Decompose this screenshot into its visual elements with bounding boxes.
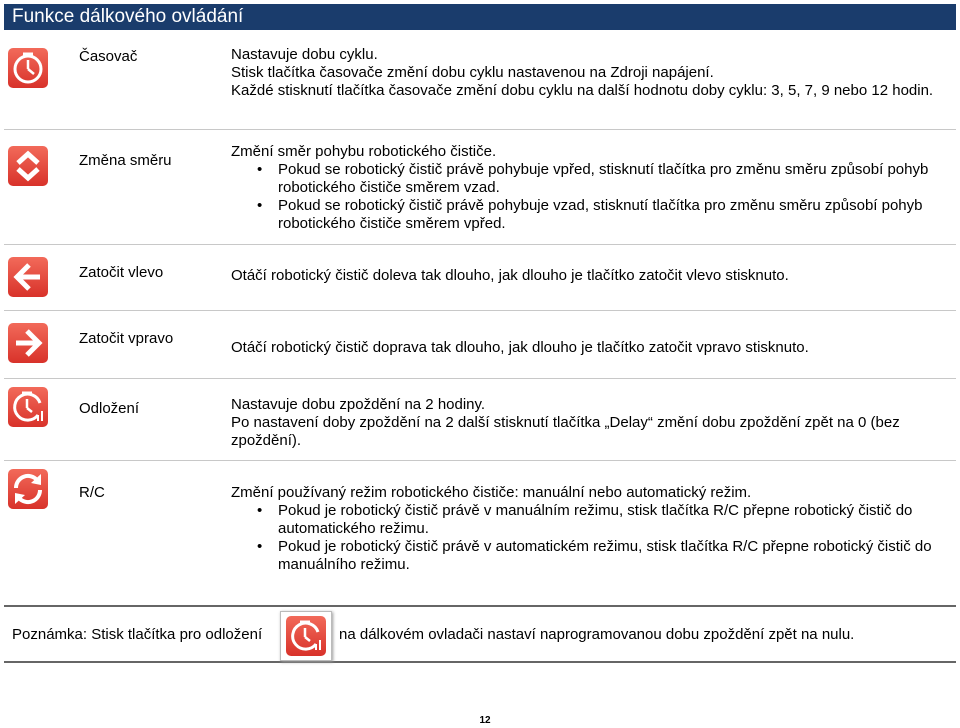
row-direction-change: [4, 130, 956, 245]
row-label: Zatočit vpravo: [79, 330, 174, 347]
row-description: [231, 339, 946, 357]
row-delay: [4, 379, 956, 461]
bullet-item: • Pokud je robotický čistič právě v automatickém režimu, stisk tlačítka R/C přepne robotický čistič do manuálního režimu.: [231, 538, 946, 574]
row-description: [231, 484, 946, 574]
description-line: Změní směr pohybu robotického čističe.: [231, 143, 497, 160]
description-line: Nastavuje dobu cyklu.: [231, 46, 378, 63]
page-title: Funkce dálkového ovládání: [12, 6, 244, 27]
row-turn-right: [4, 311, 956, 379]
page-number: 12: [479, 715, 491, 726]
note-box: [4, 605, 956, 663]
description-line: Otáčí robotický čistič doleva tak dlouho, jak dlouho je tlačítko zatočit vlevo stisknuto.: [231, 267, 789, 284]
bullet-item: • Pokud je robotický čistič právě v manuálním režimu, stisk tlačítka R/C přepne robotický čistič do automatického režimu.: [231, 502, 946, 538]
bullet-item: • Pokud se robotický čistič právě pohybuje vzad, stisknutí tlačítka pro změnu směru způsobí pohyb robotického čističe směrem vpřed.: [231, 197, 946, 233]
refresh-mode-icon: [8, 469, 48, 509]
row-turn-left: [4, 245, 956, 311]
row-label: Změna směru: [79, 152, 172, 169]
row-description: [231, 267, 946, 285]
description-line: Otáčí robotický čistič doprava tak dlouho, jak dlouho je tlačítko zatočit vpravo stisknuto.: [231, 339, 809, 356]
delay-timer-icon: [285, 616, 327, 656]
row-label: R/C: [79, 484, 105, 501]
row-timer: [4, 38, 956, 130]
row-label: Časovač: [79, 48, 138, 65]
row-description: [231, 143, 946, 233]
bullet-item: • Pokud se robotický čistič právě pohybuje vpřed, stisknutí tlačítka pro změnu směru způsobí pohyb robotického čističe směrem vzad.: [231, 161, 946, 197]
row-description: [231, 46, 946, 100]
timer-icon: [8, 48, 48, 88]
note-delay-button: [280, 611, 332, 661]
note-text-left: Poznámka: Stisk tlačítka pro odložení: [12, 626, 263, 643]
description-line: Každé stisknutí tlačítka časovače změní dobu cyklu na další hodnotu doby cyklu: 3, 5, 7, 9 nebo 12 hodin.: [231, 82, 934, 99]
row-label: Odložení: [79, 400, 140, 417]
description-line: Stisk tlačítka časovače změní dobu cyklu nastavenou na Zdroji napájení.: [231, 64, 714, 81]
direction-change-icon: [8, 146, 48, 186]
description-line: Nastavuje dobu zpoždění na 2 hodiny.: [231, 396, 486, 413]
page-header: [4, 4, 956, 30]
bullet-list: [231, 502, 946, 574]
delay-timer-icon: [8, 387, 48, 427]
row-description: [231, 396, 946, 450]
note-text-right: na dálkovém ovladači nastaví naprogramovanou dobu zpoždění zpět na nulu.: [339, 626, 855, 643]
row-label: Zatočit vlevo: [79, 264, 164, 281]
row-rc-mode: [4, 461, 956, 601]
bullet-list: [231, 161, 946, 233]
arrow-left-icon: [8, 257, 48, 297]
description-line: Po nastavení doby zpoždění na 2 další stisknutí tlačítka „Delay“ změní dobu zpoždění zpět na 0 (bez zpoždění).: [231, 414, 900, 449]
arrow-right-icon: [8, 323, 48, 363]
description-line: Změní používaný režim robotického čističe: manuální nebo automatický režim.: [231, 484, 752, 501]
